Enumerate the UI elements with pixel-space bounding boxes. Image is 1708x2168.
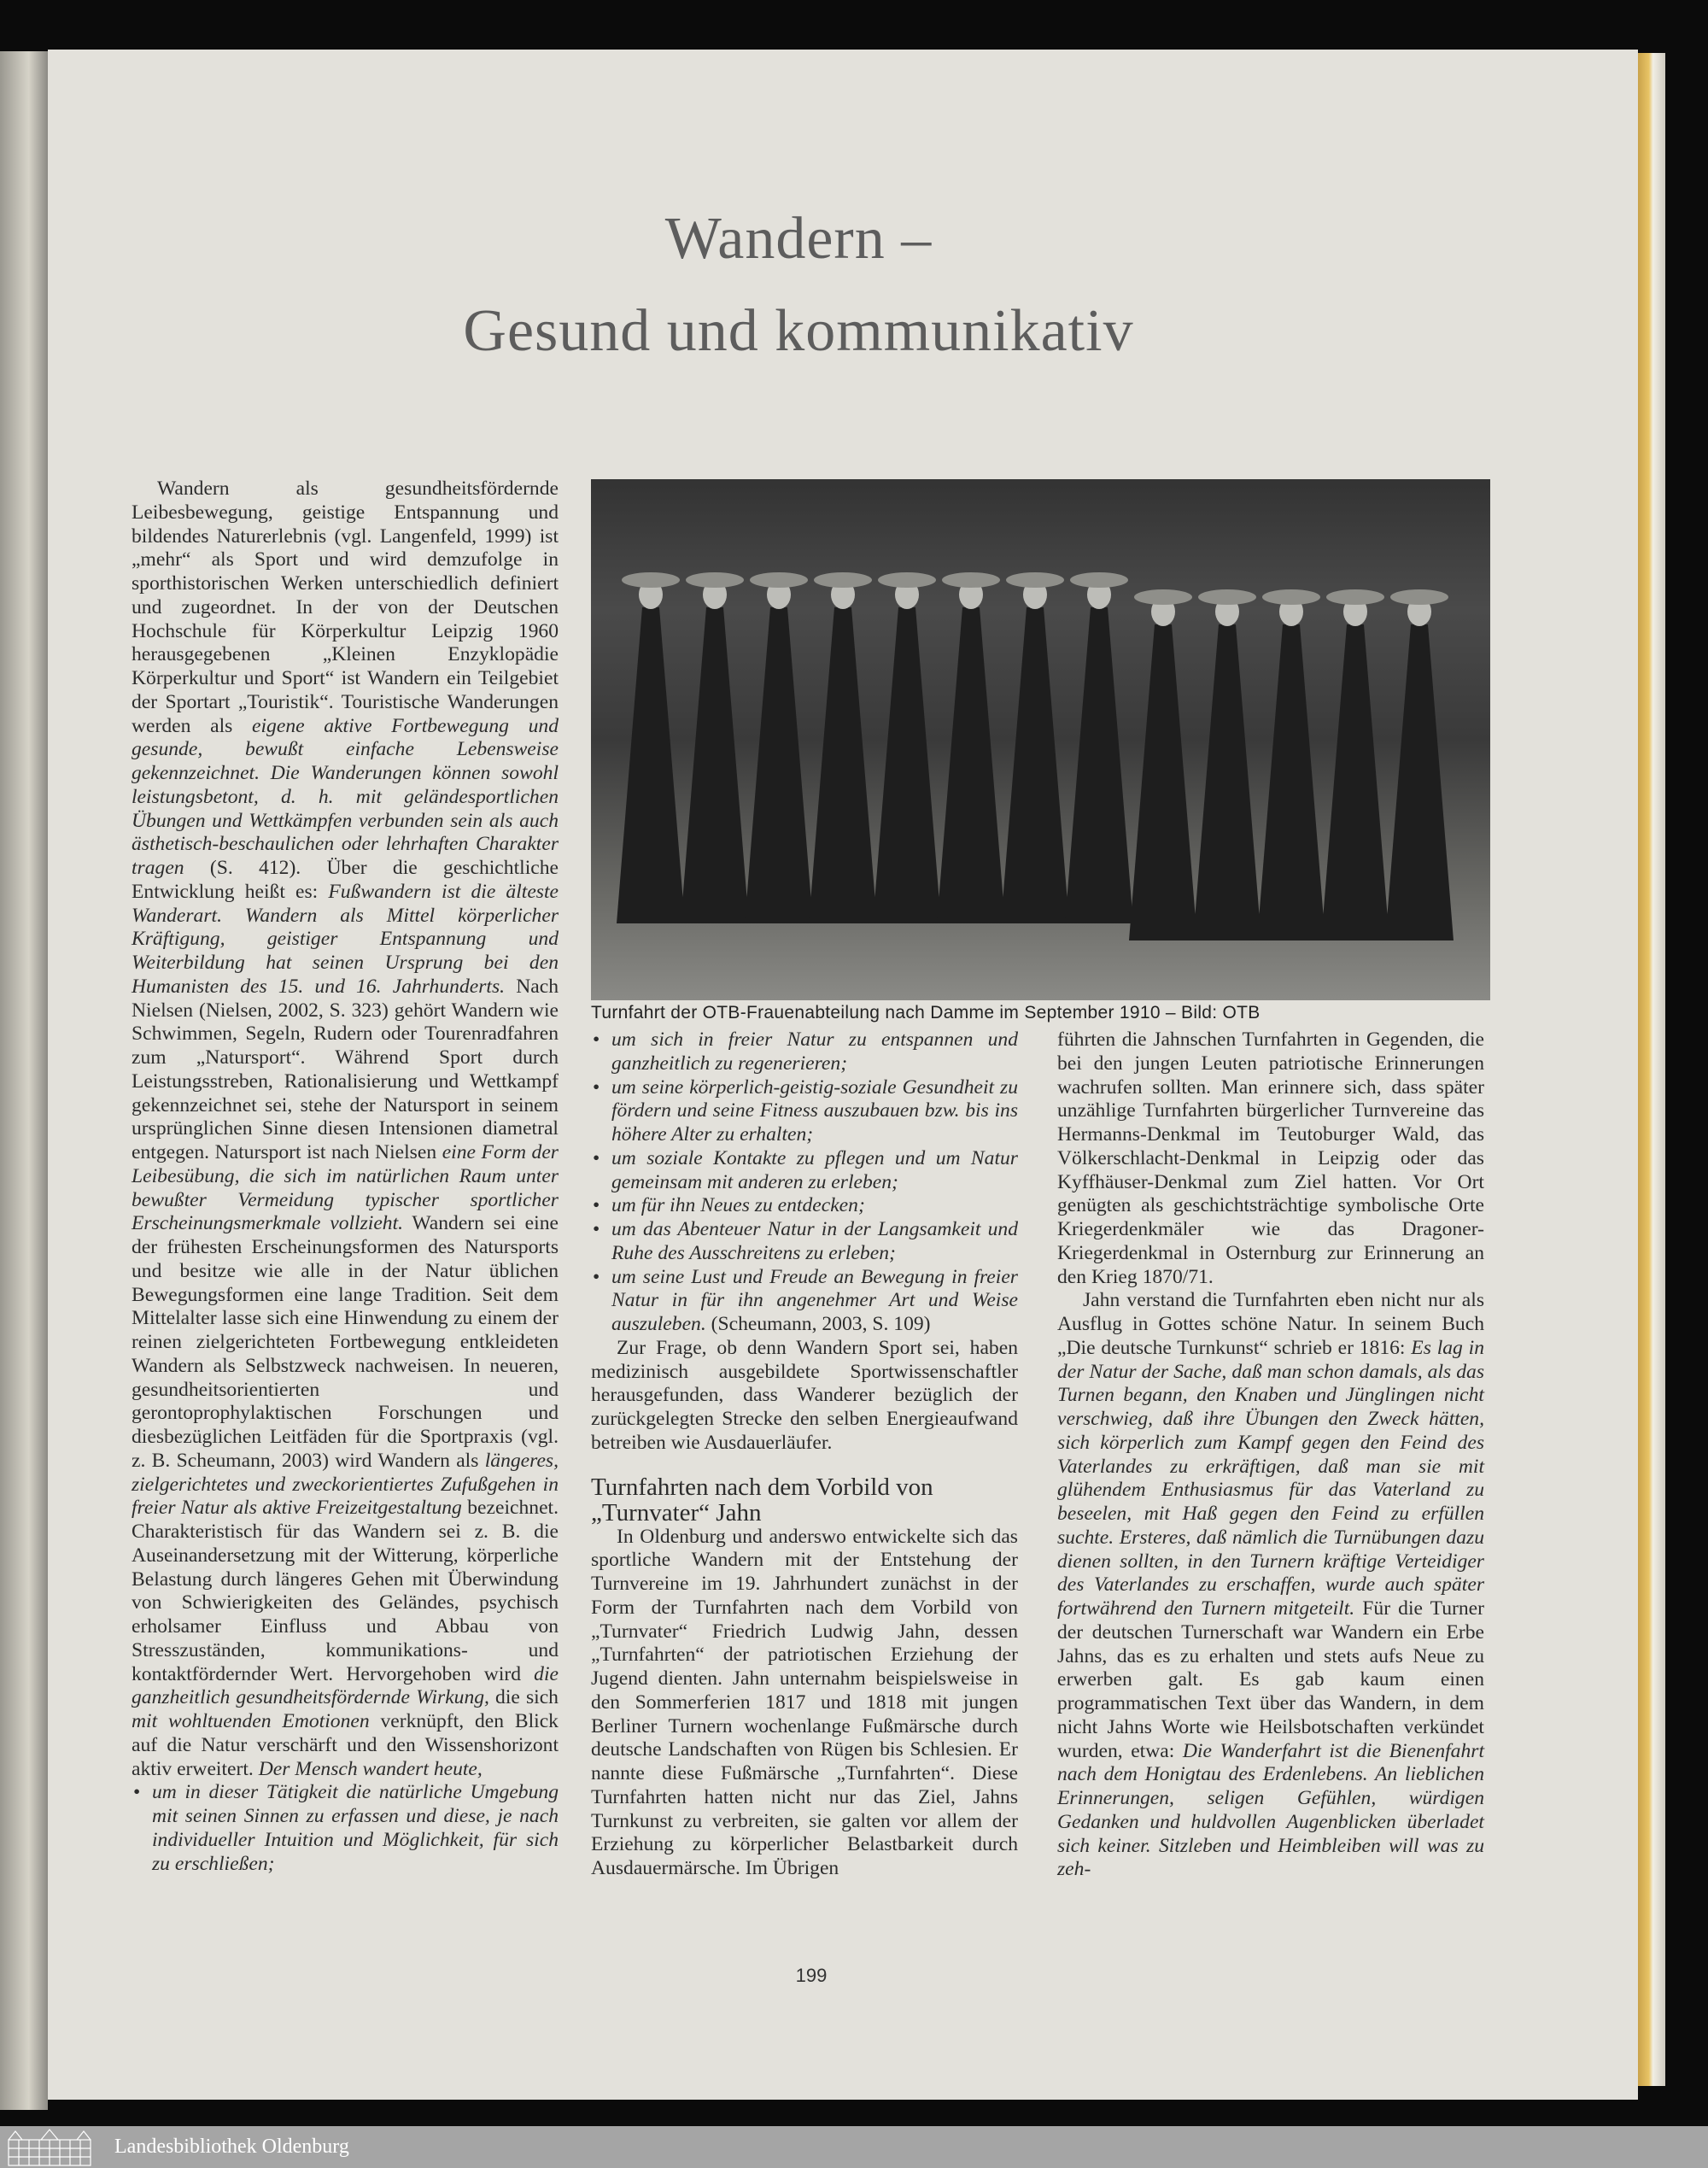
bullet-text: um das Abenteuer Natur in der Langsamkeit und Ruhe des Ausschreitens zu erleben; bbox=[611, 1218, 1018, 1264]
figure-hat bbox=[1006, 572, 1064, 588]
bullet-text: um seine körperlich-geistig-soziale Gesundheit zu fördern und seine Fitness auszubauen bzw. bis ins höhere Alter zu erhalten; bbox=[611, 1075, 1018, 1146]
paragraph bbox=[132, 478, 559, 1781]
text-run: (S. 412). Über die geschichtliche Entwicklung heißt es: bbox=[132, 857, 559, 903]
bullet-icon: • bbox=[593, 1028, 600, 1051]
bullet-text: um für ihn Neues zu entdecken; bbox=[611, 1194, 865, 1217]
text-run: Wandern als gesundheitsfördernde Leibesbewegung, geistige Entspannung und bildendes Naturerlebnis (vgl. Langenfeld, 1999) ist „mehr“ als Sport und wird demzufolge in sporthistorischen Werken unterschiedlich definiert und zugeordnet. In der von der Deutschen Hochschule für Körperkultur Leipzig 1960 herausgegebenen „Kleinen Enzyklopädie Körperkultur und Sport“ ist Wandern ein Teilgebiet der Sportart „Touristik“. Touristische Wanderungen werden als bbox=[132, 478, 559, 737]
figure-body bbox=[681, 607, 749, 923]
italic-quote: die ganzheitlich gesundheitsfördernde Wirkung, bbox=[132, 1662, 559, 1709]
paragraph: Zur Frage, ob denn Wandern Sport sei, haben medizinisch ausgebildete Sportwissenschaftler herausgefunden, dass Wanderer bezüglich der zurückgelegten Strecke den selben Energieaufwand betreiben wie Ausdauerläufer. bbox=[591, 1336, 1018, 1454]
figure-hat bbox=[814, 572, 872, 588]
bullet-text: um sich in freier Natur zu entspannen und ganzheitlich zu regenerieren; bbox=[611, 1028, 1018, 1075]
bullet-item bbox=[591, 1076, 1018, 1147]
italic-quote: längeres, zielgerichtetes und zweckorientiertes Zufußgehen in freier Natur als aktive Freizeitgestaltung bbox=[132, 1449, 559, 1520]
figure-hat bbox=[1390, 589, 1448, 605]
bullet-icon: • bbox=[593, 1146, 600, 1169]
figure-hat bbox=[1070, 572, 1128, 588]
italic-quote: Fußwandern ist die älteste Wanderart. Wandern als Mittel körperlicher Kräftigung, geistiger Entspannung und Weiterbildung hat seinen Ursprung bei den Humanisten des 15. und 16. Jahrhunderts. bbox=[132, 880, 559, 998]
figure-body bbox=[1385, 624, 1454, 940]
italic-quote: eine Form der Leibesübung, die sich im natürlichen Raum unter bewußter Vermeidung typischer sportlicher Erscheinungsmerkmale vollzieht. bbox=[132, 1141, 559, 1235]
figure-body bbox=[1129, 624, 1197, 940]
library-building-logo bbox=[7, 2128, 92, 2166]
bullet-text: um soziale Kontakte zu pflegen und um Natur gemeinsam mit anderen zu erleben; bbox=[611, 1146, 1018, 1193]
title-line-2: Gesund und kommunikativ bbox=[463, 298, 1134, 364]
text-run: Für die Turner der deutschen Turnerschaft war Wandern ein Erbe Jahns, das es zu erhalten und stets aufs Neue zu erwerben galt. Es gab kaum einen programmatischen Text über das Wandern, in dem nicht Jahns Worte wie Heilsbotschaften verkündet wurden, etwa: bbox=[1057, 1597, 1484, 1762]
historical-photo bbox=[591, 479, 1490, 1000]
middle-column bbox=[591, 1028, 1018, 1881]
bullet-icon: • bbox=[133, 1781, 141, 1804]
bullet-item bbox=[591, 1194, 1018, 1218]
bullet-item bbox=[591, 1147, 1018, 1195]
italic-quote: Die Wanderfahrt ist die Bienenfahrt nach dem Honigtau des Erdenlebens. An lieblichen Erinnerungen, seligen Gefühlen, würdigen Gedanken und huldvollen Augenblicken überladet sich keiner. Sitzleben und Heimbleiben will was zu zeh- bbox=[1057, 1739, 1485, 1881]
bullet-icon: • bbox=[593, 1194, 600, 1217]
bullet-icon: • bbox=[593, 1075, 600, 1099]
figure-hat bbox=[878, 572, 936, 588]
italic-quote: mit wohltuenden Emotionen bbox=[132, 1710, 370, 1732]
photo-women-group bbox=[591, 479, 1490, 1000]
text-run: bezeichnet. Charakteristisch für das Wandern sei z. B. die Auseinandersetzung mit der Witterung, körperliche Belastung durch längeres Gehen mit Überwindung von Schwierigkeiten des Geländes, psychisch erholsamer Einfluss und Abbau von Stresszuständen, kommunikations- und kontaktfördernder Wert. Hervorgehoben wird bbox=[132, 1497, 559, 1685]
italic-quote: Es lag in der Natur der Sache, daß man schon damals, als das Turnen begann, den Knaben und Jünglingen nicht verschwieg, daß ihre Übungen den Zweck hätten, sich körperlich zum Kampf gegen den Feind des Vaterlandes zu erkräftigen, daß man sie mit glühendem Enthusiasmus für das Vaterland zu beseelen, mit Haß gegen den Feind zu erfüllen suchte. Ersteres, daß nämlich die Turnübungen dazu dienen sollten, in den Turnern kräftige Verteidiger des Vaterlandes zu erschaffen, wurde auch später fortwährend den Turnern mitgeteilt. bbox=[1057, 1336, 1484, 1620]
library-name: Landesbibliothek Oldenburg bbox=[114, 2136, 349, 2158]
figure-body bbox=[937, 607, 1005, 923]
figure-body bbox=[1193, 624, 1261, 940]
figure-hat bbox=[1134, 589, 1192, 605]
bullet-item bbox=[132, 1781, 559, 1876]
paragraph bbox=[1057, 1289, 1484, 1882]
bullet-text: um in dieser Tätigkeit die natürliche Umgebung mit seinen Sinnen zu erfassen und diese, je nach individueller Intuition und Möglichkeit, für sich zu erschließen; bbox=[152, 1781, 559, 1875]
bullet-item bbox=[591, 1218, 1018, 1266]
text-run: Jahn verstand die Turnfahrten eben nicht nur als Ausflug in Gottes schöne Natur. In seinem Buch „Die deutsche Turnkunst“ schrieb er 1816: bbox=[1057, 1289, 1484, 1359]
figure-hat bbox=[1198, 589, 1256, 605]
title-line-1: Wandern – bbox=[664, 206, 933, 272]
italic-quote: Der Mensch wandert heute, bbox=[258, 1757, 483, 1780]
figure-body bbox=[1001, 607, 1069, 923]
figure-hat bbox=[622, 572, 680, 588]
paragraph: führten die Jahnschen Turnfahrten in Gegenden, die bei den jungen Leuten patriotische Erinnerungen wachrufen sollten. Man erinnere sich, dass später unzählige Turnfahrten bürgerlicher Turnvereine das Hermanns-Denkmal im Teutoburger Wald, das Völkerschlacht-Denkmal in Leipzig oder das Kyffhäuser-Denkmal zum Ziel hatten. Vor Ort genügten als geschichtsträchtige symbolische Orte Kriegerdenkmäler wie das Dragoner-Kriegerdenkmal in Osternburg zur Erinnerung an den Krieg 1870/71. bbox=[1057, 1028, 1484, 1288]
photo-caption: Turnfahrt der OTB-Frauenabteilung nach Damme im September 1910 – Bild: OTB bbox=[591, 1003, 1261, 1022]
page-stack-edge bbox=[1638, 53, 1665, 2086]
bullet-text: um seine Lust und Freude an Bewegung in freier Natur in für ihn angenehmer Art und Weise auszuleben. bbox=[611, 1265, 1018, 1335]
figure-hat bbox=[942, 572, 1000, 588]
page-number: 199 bbox=[795, 1965, 828, 1986]
text-run: Nach Nielsen (Nielsen, 2002, S. 323) gehört Wandern wie Schwimmen, Segeln, Rudern oder Tourenradfahren zum „Natursport“. Während Sport durch Leistungsstreben, Rationalisierung und Wettkampf gekennzeichnet sei, stehe der Natursport in seinem ursprünglichen Sinne diesen Intensionen diametral entgegen. Natursport ist nach Nielsen bbox=[132, 975, 559, 1163]
text-run: die sich bbox=[488, 1686, 559, 1709]
figure-body bbox=[1065, 607, 1133, 923]
bullet-item bbox=[591, 1028, 1018, 1076]
bullet-icon: • bbox=[593, 1218, 600, 1240]
facing-page-edge bbox=[0, 51, 48, 2110]
right-column bbox=[1057, 1028, 1484, 1882]
citation: (Scheumann, 2003, S. 109) bbox=[705, 1313, 931, 1335]
section-heading: Turnfahrten nach dem Vorbild von „Turnvater“ Jahn bbox=[591, 1473, 933, 1526]
figure-body bbox=[809, 607, 877, 923]
library-footer bbox=[0, 2126, 1708, 2168]
bullet-item bbox=[591, 1266, 1018, 1337]
italic-quote: eigene aktive Fortbewegung und gesunde, bewußt einfache Lebensweise gekennzeichnet. Die Wanderungen können sowohl leistungsbetont, d. h. mit geländesportlichen Übungen und Wettkämpfen verbunden sein als auch ästhetisch-beschaulichen oder lehrhaften Charakter tragen bbox=[132, 714, 559, 879]
bullet-icon: • bbox=[593, 1265, 600, 1288]
figure-body bbox=[617, 607, 685, 923]
figure-hat bbox=[1262, 589, 1320, 605]
figure-hat bbox=[750, 572, 808, 588]
figure-body bbox=[745, 607, 813, 923]
figure-body bbox=[1321, 624, 1389, 940]
figure-hat bbox=[686, 572, 744, 588]
text-run: verknüpft, den Blick auf die Natur verschärft und den Wissenshorizont aktiv erweitert. bbox=[132, 1710, 559, 1780]
paragraph: In Oldenburg und anderswo entwickelte sich das sportliche Wandern mit der Entstehung der Turnvereine im 19. Jahrhundert zunächst in der Form der Turnfahrten nach dem Vorbild von „Turnvater“ Friedrich Ludwig Jahn, dessen „Turnfahrten“ der patriotischen Erziehung der Jugend dienten. Jahn unternahm beispielsweise in den Sommerferien 1817 und 1818 mit jungen Berliner Turnern wochenlange Fußmärsche durch deutsche Landschaften von Rügen bis Schlesien. Er nannte diese Fußmärsche „Turnfahrten“. Diese Turnfahrten hatten nicht nur das Ziel, Jahns Turnkunst zu verbreiten, sie galten vor allem der Erziehung zu körperlicher Belastbarkeit durch Ausdauermärsche. Im Übrigen bbox=[591, 1525, 1018, 1879]
text-run: Wandern sei eine der frühesten Erscheinungsformen des Natursports und besitze wie alle in der Natur üblichen Bewegungsformen eine lange Tradition. Seit dem Mittelalter lasse sich eine Hinwendung zu einem der reinen zielgerichteten Fortbewegung entkleideten Wandern als Selbstzweck nachweisen. In neueren, gesundheitsorientierten und gerontoprophylaktischen Forschungen und diesbezüglichen Leitfäden für die Sportpraxis (vgl. z. B. Scheumann, 2003) wird Wandern als bbox=[132, 1212, 559, 1472]
figure-hat bbox=[1326, 589, 1384, 605]
left-column bbox=[132, 478, 559, 1876]
figure-body bbox=[1257, 624, 1325, 940]
figure-body bbox=[873, 607, 941, 923]
